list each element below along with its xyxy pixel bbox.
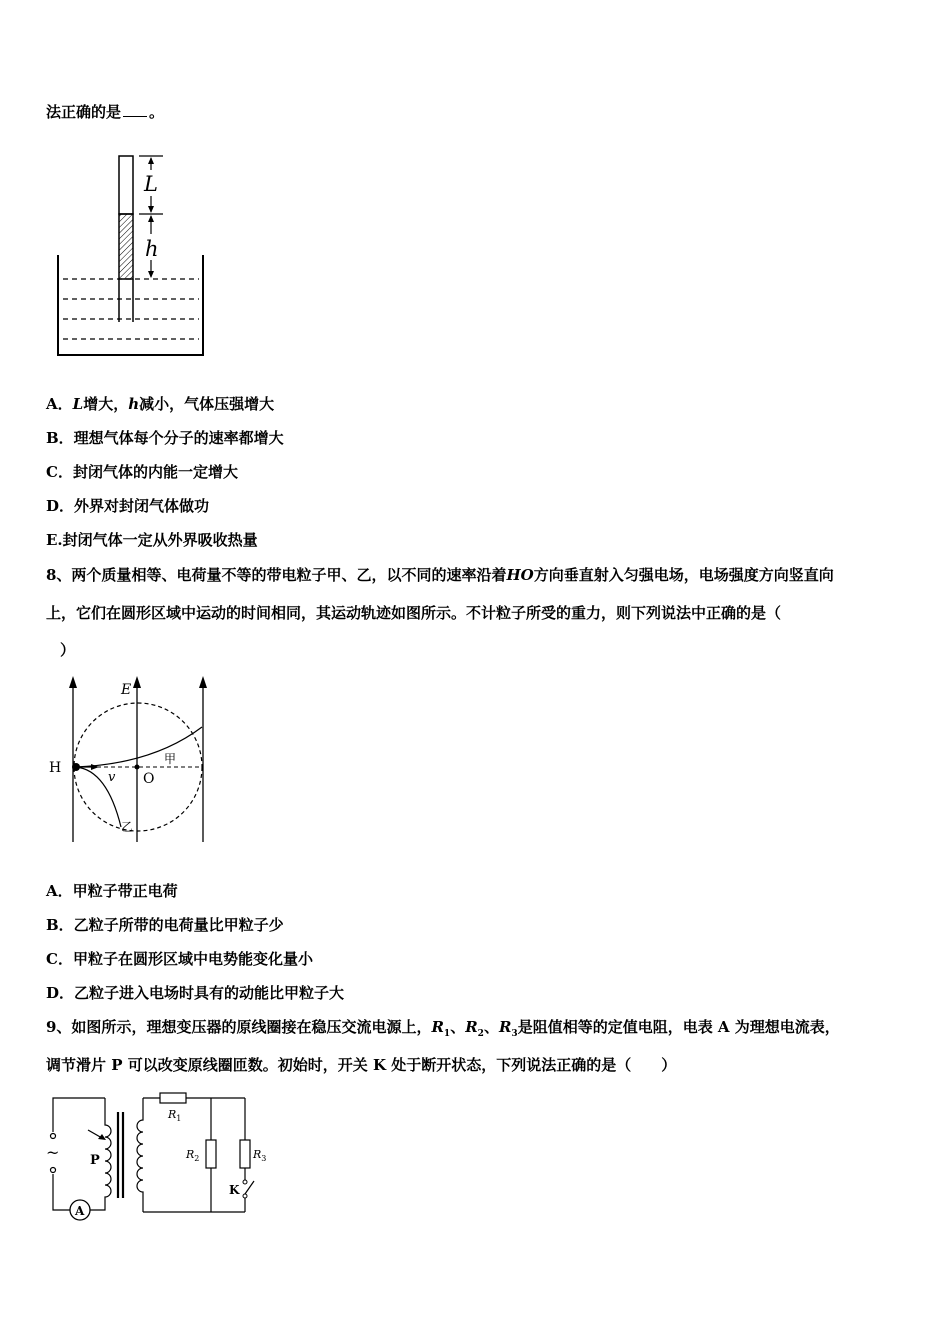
label-ammeter: A <box>75 1204 85 1218</box>
label-E: E <box>121 682 132 698</box>
point-H <box>72 763 80 771</box>
q8-stem-line1: 8、两个质量相等、电荷量不等的带电粒子甲、乙，以不同的速率沿着HO方向垂直射入匀强电场，电场强度方向竖直向 <box>46 566 834 584</box>
label-v: v <box>108 770 116 785</box>
label-H: H <box>49 760 62 776</box>
q7-option-b[interactable]: B．理想气体每个分子的速率都增大 <box>46 429 284 447</box>
q7-stem-text: 法正确的是 <box>46 103 122 121</box>
label-R1: $R_1$ <box>168 1108 182 1123</box>
label-R2: $R_2$ <box>186 1148 200 1163</box>
q7-stem-period: 。 <box>149 103 165 121</box>
tube-mercury-column <box>119 214 133 279</box>
q8-option-b[interactable]: B．乙粒子所带的电荷量比甲粒子少 <box>46 916 284 934</box>
q8-stem-line3: ） <box>60 641 76 659</box>
q7-option-c[interactable]: C．封闭气体的内能一定增大 <box>46 463 238 481</box>
resistor-R3 <box>240 1140 250 1168</box>
q7-option-a[interactable]: A．L增大，h减小，气体压强增大 <box>46 395 275 413</box>
q7-stem-tail <box>46 102 164 122</box>
q7-option-d[interactable]: D．外界对封闭气体做功 <box>46 497 210 515</box>
label-h: h <box>145 237 159 261</box>
label-yi: 乙 <box>121 820 134 834</box>
resistor-R2 <box>206 1140 216 1168</box>
q8-option-a[interactable]: A．甲粒子带正电荷 <box>46 882 178 900</box>
primary-coil <box>105 1098 111 1200</box>
q7-figure-tube-in-mercury <box>55 150 215 360</box>
q8-option-d[interactable]: D．乙粒子进入电场时具有的动能比甲粒子大 <box>46 984 345 1002</box>
point-O <box>135 765 140 770</box>
resistor-R1 <box>160 1093 186 1103</box>
tube-gas-column <box>119 156 133 214</box>
q8-figure-electric-field-circle <box>45 672 225 852</box>
q7-option-e[interactable]: E.封闭气体一定从外界吸收热量 <box>46 531 258 549</box>
q7-answer-blank[interactable] <box>123 103 147 117</box>
label-O: O <box>143 771 155 787</box>
q9-stem-line2: 调节滑片 P 可以改变原线圈匝数。初始时，开关 K 处于断开状态，下列说法正确的是（ ） <box>46 1056 677 1074</box>
secondary-coil <box>137 1098 143 1212</box>
label-K: K <box>229 1183 240 1197</box>
q9-stem-line1: 9、如图所示，理想变压器的原线圈接在稳压交流电源上，$R_1$、$R_2$、$R_3$是阻值相等的定值电阻，电表 A 为理想电流表， <box>46 1018 840 1039</box>
label-L: L <box>144 172 158 196</box>
label-R3: $R_3$ <box>253 1148 267 1163</box>
label-ac-source: ~ <box>46 1143 60 1162</box>
q8-option-c[interactable]: C．甲粒子在圆形区域中电势能变化量小 <box>46 950 313 968</box>
q8-stem-line2: 上，它们在圆形区域中运动的时间相同，其运动轨迹如图所示。不计粒子所受的重力，则下列说法中正确的是（ <box>46 604 782 622</box>
trajectory-jia <box>76 727 202 767</box>
label-jia: 甲 <box>164 752 177 766</box>
label-P: P <box>90 1153 100 1168</box>
q9-figure-transformer-circuit <box>40 1090 280 1225</box>
